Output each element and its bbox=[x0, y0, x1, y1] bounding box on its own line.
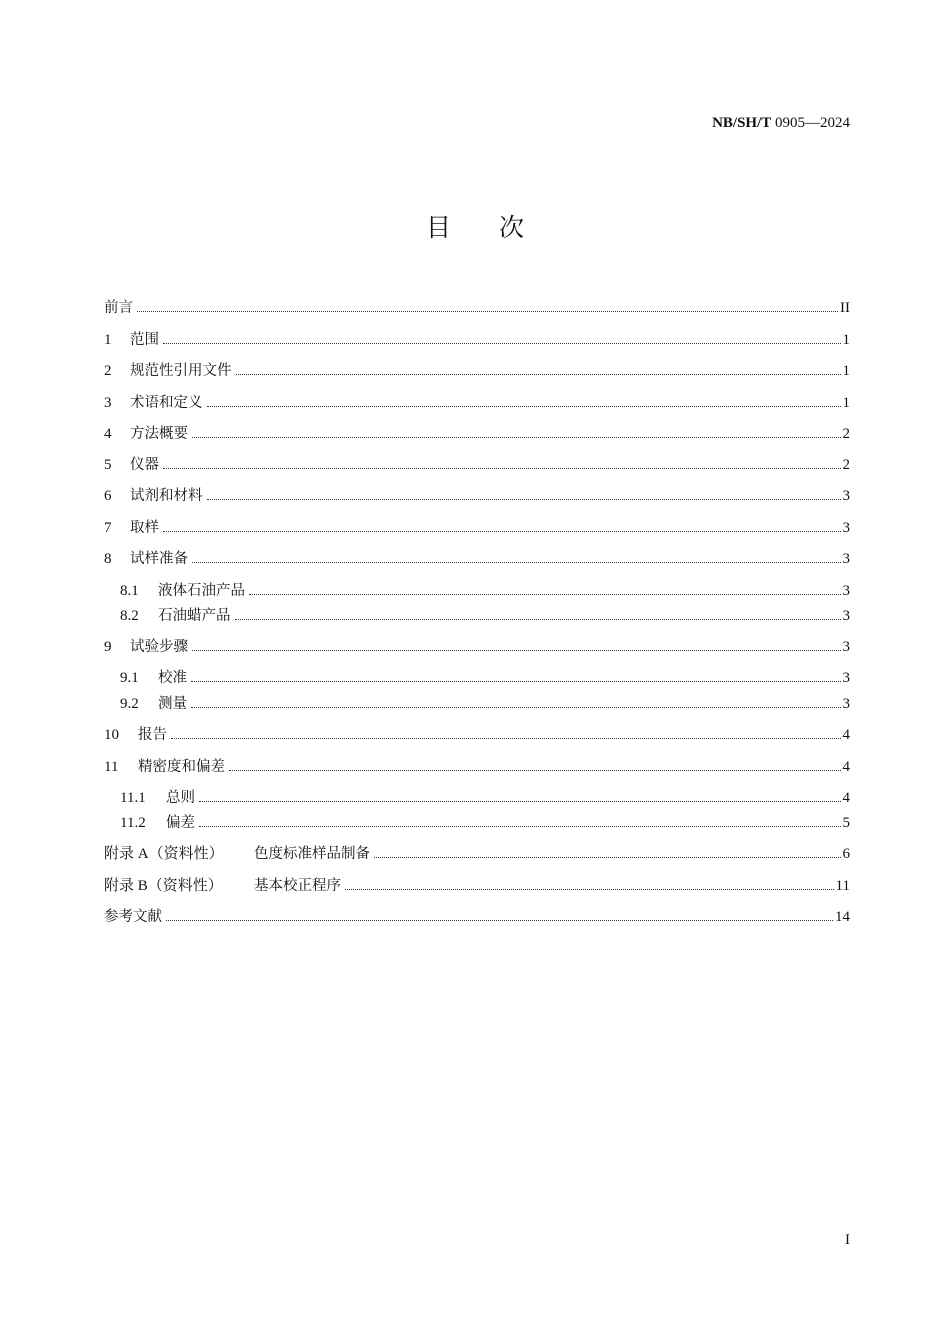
standard-prefix: NB/SH/T bbox=[712, 115, 772, 131]
toc-entry-page: 3 bbox=[842, 551, 850, 567]
toc-entry-page: 4 bbox=[842, 790, 850, 806]
dot-leader bbox=[166, 920, 833, 921]
toc-entry-number: 3 bbox=[104, 395, 112, 411]
toc-entry[interactable] bbox=[120, 812, 850, 834]
toc-entry-page: 1 bbox=[842, 332, 850, 348]
toc-entry-label: 精密度和偏差 bbox=[138, 759, 225, 775]
toc-entry-label: 规范性引用文件 bbox=[130, 363, 232, 379]
dot-leader bbox=[235, 619, 841, 620]
dot-leader bbox=[171, 738, 841, 739]
toc-entry[interactable] bbox=[104, 906, 850, 928]
toc-entry-page: 4 bbox=[842, 727, 850, 743]
toc-entry-number: 8.2 bbox=[120, 608, 139, 624]
toc-entry-page: 3 bbox=[842, 583, 850, 599]
dot-leader bbox=[229, 770, 841, 771]
toc-entry-number: 附录 B（资料性） bbox=[104, 878, 223, 894]
toc-entry[interactable] bbox=[104, 392, 850, 414]
toc-entry[interactable] bbox=[104, 636, 850, 658]
toc-entry-label: 色度标准样品制备 bbox=[254, 846, 370, 862]
toc-entry-label: 报告 bbox=[138, 727, 167, 743]
toc-entry[interactable] bbox=[104, 423, 850, 445]
toc-entry-page: 3 bbox=[842, 670, 850, 686]
dot-leader bbox=[192, 562, 841, 563]
toc-entry-number: 7 bbox=[104, 520, 112, 536]
toc-entry[interactable] bbox=[120, 693, 850, 715]
toc-entry-label: 前言 bbox=[104, 300, 133, 316]
dot-leader bbox=[207, 499, 841, 500]
toc-entry-page: 1 bbox=[842, 395, 850, 411]
dot-leader bbox=[199, 801, 841, 802]
toc-entry-page: 1 bbox=[842, 363, 850, 379]
toc-entry[interactable] bbox=[104, 454, 850, 476]
dot-leader bbox=[374, 857, 841, 858]
toc-entry-label: 仪器 bbox=[130, 457, 159, 473]
standard-number: 0905—2024 bbox=[775, 115, 850, 131]
toc-entry[interactable] bbox=[104, 756, 850, 778]
toc-entry-number: 11 bbox=[104, 759, 119, 775]
dot-leader bbox=[207, 406, 841, 407]
dot-leader bbox=[137, 311, 838, 312]
toc-entry[interactable] bbox=[104, 517, 850, 539]
page-number: I bbox=[845, 1232, 850, 1248]
toc-entry[interactable] bbox=[104, 548, 850, 570]
toc-entry-label: 校准 bbox=[158, 670, 187, 686]
toc-entry-number: 8 bbox=[104, 551, 112, 567]
toc-entry-label: 石油蜡产品 bbox=[158, 608, 231, 624]
toc-entry[interactable] bbox=[104, 843, 850, 865]
toc-entry[interactable] bbox=[120, 580, 850, 602]
dot-leader bbox=[192, 437, 841, 438]
toc-entry-page: II bbox=[840, 300, 850, 316]
toc-entry-number: 6 bbox=[104, 488, 112, 504]
toc-entry-page: 6 bbox=[842, 846, 850, 862]
dot-leader bbox=[236, 374, 841, 375]
toc-entry-page: 14 bbox=[835, 909, 850, 925]
dot-leader bbox=[191, 681, 841, 682]
dot-leader bbox=[249, 594, 841, 595]
toc-entry-number: 4 bbox=[104, 426, 112, 442]
toc-entry-page: 4 bbox=[842, 759, 850, 775]
toc-entry-page: 2 bbox=[842, 426, 850, 442]
toc-entry-label: 试验步骤 bbox=[130, 639, 188, 655]
toc-entry[interactable] bbox=[104, 724, 850, 746]
toc-entry-label: 试剂和材料 bbox=[130, 488, 203, 504]
toc-entry-number: 9.2 bbox=[120, 696, 139, 712]
toc-entry-number: 10 bbox=[104, 727, 119, 743]
toc-entry-label: 基本校正程序 bbox=[254, 878, 341, 894]
toc-entry-label: 偏差 bbox=[166, 815, 195, 831]
toc-entry-label: 总则 bbox=[166, 790, 195, 806]
dot-leader bbox=[163, 531, 841, 532]
toc-entry[interactable] bbox=[104, 485, 850, 507]
toc-entry-page: 3 bbox=[842, 520, 850, 536]
toc-entry[interactable] bbox=[104, 297, 850, 319]
toc-entry-page: 3 bbox=[842, 608, 850, 624]
toc-entry-page: 2 bbox=[842, 457, 850, 473]
dot-leader bbox=[191, 707, 841, 708]
dot-leader bbox=[163, 343, 841, 344]
toc-entry-label: 术语和定义 bbox=[130, 395, 203, 411]
toc-entry[interactable] bbox=[104, 360, 850, 382]
dot-leader bbox=[163, 468, 841, 469]
toc-entry-label: 方法概要 bbox=[130, 426, 188, 442]
toc-entry-page: 3 bbox=[842, 639, 850, 655]
toc-entry[interactable] bbox=[104, 329, 850, 351]
toc-entry-label: 取样 bbox=[130, 520, 159, 536]
toc-entry[interactable] bbox=[120, 605, 850, 627]
toc-entry-label: 测量 bbox=[158, 696, 187, 712]
toc-entry-number: 11.1 bbox=[120, 790, 146, 806]
toc-entry[interactable] bbox=[120, 667, 850, 689]
page-title: 目次 bbox=[425, 213, 572, 242]
toc-entry-page: 3 bbox=[842, 488, 850, 504]
toc-entry-number: 2 bbox=[104, 363, 112, 379]
toc-entry-label: 范围 bbox=[130, 332, 159, 348]
toc-entry-number: 11.2 bbox=[120, 815, 146, 831]
toc-entry-number: 9.1 bbox=[120, 670, 139, 686]
toc-entry-label: 参考文献 bbox=[104, 909, 162, 925]
toc-entry-number: 8.1 bbox=[120, 583, 139, 599]
toc-entry-number: 5 bbox=[104, 457, 112, 473]
dot-leader bbox=[345, 889, 834, 890]
toc-entry-page: 5 bbox=[842, 815, 850, 831]
dot-leader bbox=[192, 650, 841, 651]
toc-entry-label: 液体石油产品 bbox=[158, 583, 245, 599]
toc-entry-number: 附录 A（资料性） bbox=[104, 846, 224, 862]
toc-entry-label: 试样准备 bbox=[130, 551, 188, 567]
toc-entry[interactable] bbox=[104, 875, 850, 897]
toc-entry-number: 1 bbox=[104, 332, 112, 348]
toc-entry[interactable] bbox=[120, 787, 850, 809]
standard-code bbox=[712, 115, 850, 132]
toc-entry-page: 11 bbox=[835, 878, 850, 894]
toc-entry-page: 3 bbox=[842, 696, 850, 712]
toc-entry-number: 9 bbox=[104, 639, 112, 655]
dot-leader bbox=[199, 826, 841, 827]
